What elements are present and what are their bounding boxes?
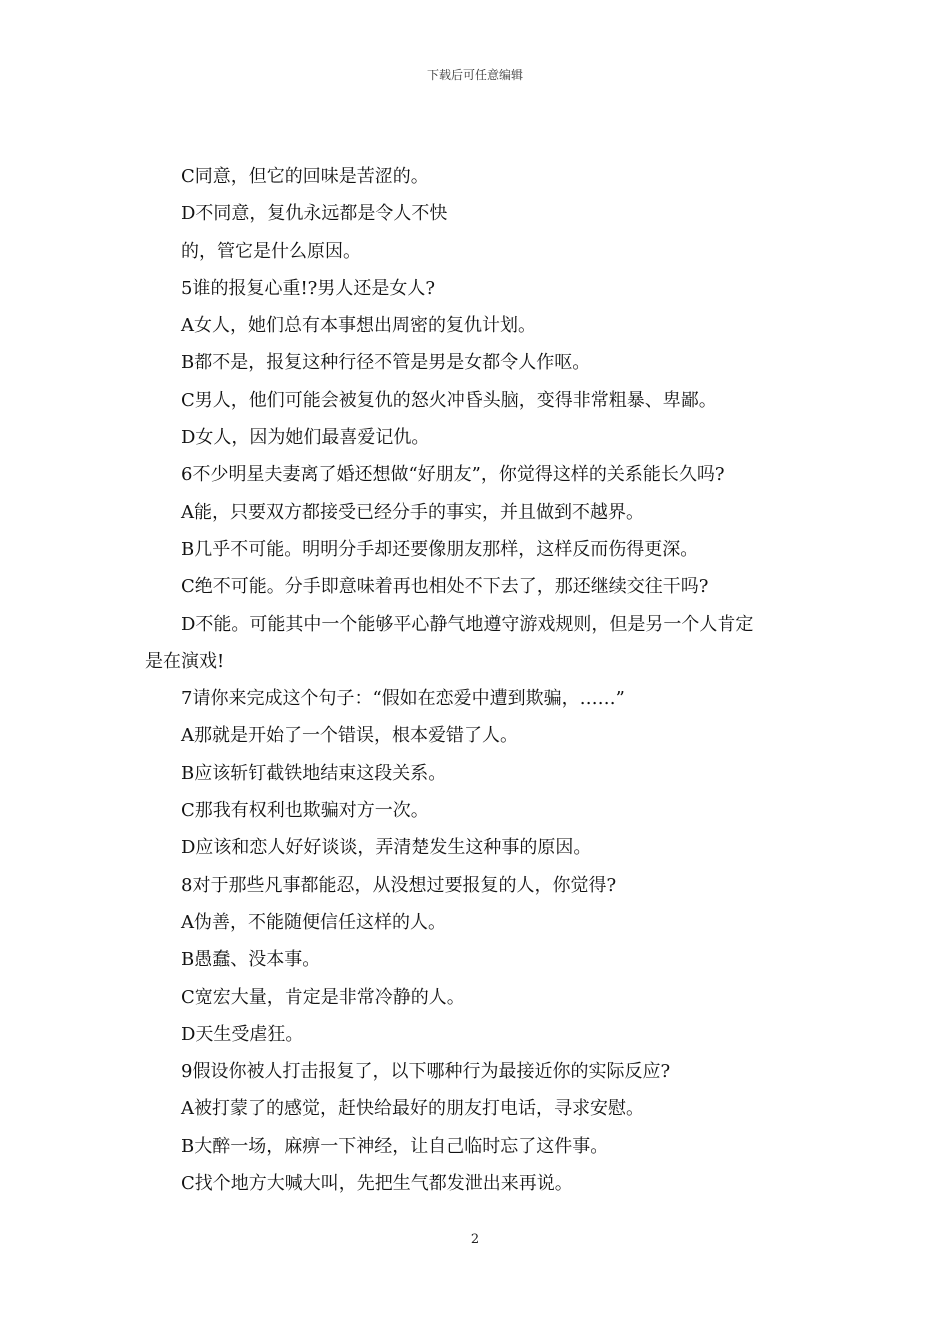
option-line: C男人，他们可能会被复仇的怒火冲昏头脑，变得非常粗暴、卑鄙。: [181, 389, 717, 411]
option-line: C那我有权利也欺骗对方一次。: [181, 800, 429, 822]
option-line: B大醉一场，麻痹一下神经，让自己临时忘了这件事。: [181, 1135, 609, 1157]
page-number: 2: [470, 1232, 480, 1247]
page-header: 下载后可任意编辑: [426, 68, 523, 82]
option-line: A伪善，不能随便信任这样的人。: [181, 911, 446, 933]
option-line: C绝不可能。分手即意味着再也相处不下去了，那还继续交往干吗?: [181, 576, 709, 598]
option-line: D不能。可能其中一个能够平心静气地遵守游戏规则，但是另一个人肯定: [181, 613, 754, 635]
option-line: B愚蠢、没本事。: [181, 949, 321, 971]
question-6: 6不少明星夫妻离了婚还想做“好朋友”，你觉得这样的关系能长久吗?: [181, 464, 725, 486]
option-line: A能，只要双方都接受已经分手的事实，并且做到不越界。: [181, 501, 644, 523]
option-line: D天生受虐狂。: [181, 1023, 304, 1045]
option-line: C宽宏大量，肯定是非常冷静的人。: [181, 986, 465, 1008]
option-line: B都不是，报复这种行径不管是男是女都令人作呕。: [181, 352, 591, 374]
option-line: A那就是开始了一个错误，根本爱错了人。: [181, 725, 518, 747]
option-line: D应该和恋人好好谈谈，弄清楚发生这种事的原因。: [181, 837, 592, 859]
question-9: 9假设你被人打击报复了，以下哪种行为最接近你的实际反应?: [181, 1061, 671, 1083]
question-8: 8对于那些凡事都能忍，从没想过要报复的人，你觉得?: [181, 874, 617, 896]
text-line: D不同意，复仇永远都是令人不快: [181, 203, 448, 225]
question-5: 5谁的报复心重!?男人还是女人?: [181, 277, 435, 299]
option-line: C找个地方大喊大叫，先把生气都发泄出来再说。: [181, 1173, 573, 1195]
option-line-continuation: 是在演戏!: [145, 650, 225, 672]
option-line: A女人，她们总有本事想出周密的复仇计划。: [181, 315, 536, 337]
option-line: B应该斩钉截铁地结束这段关系。: [181, 762, 447, 784]
question-7: 7请你来完成这个句子：“假如在恋爱中遭到欺骗，……”: [181, 688, 625, 710]
text-line: 的，管它是什么原因。: [181, 240, 361, 262]
option-line: B几乎不可能。明明分手却还要像朋友那样，这样反而伤得更深。: [181, 538, 699, 560]
option-line: A被打蒙了的感觉，赶快给最好的朋友打电话，寻求安慰。: [181, 1098, 644, 1120]
document-body: [145, 158, 810, 1202]
text-line: C同意，但它的回味是苦涩的。: [181, 166, 429, 187]
option-line: D女人，因为她们最喜爱记仇。: [181, 427, 430, 449]
